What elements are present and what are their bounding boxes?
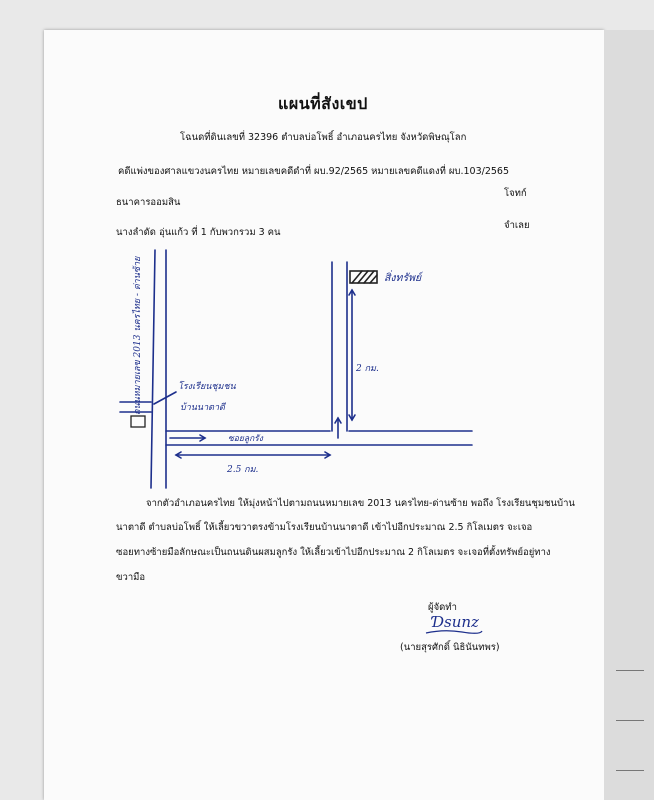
signature-scrawl: Ɗsunz — [432, 613, 479, 631]
signature-role: ผู้จัดทำ — [428, 602, 457, 613]
school-label-1: โรงเรียนชุมชน — [178, 382, 236, 392]
vertical-road-label: ถนนหมายเลข 2013 นครไทย - ด่านซ้าย — [133, 256, 143, 415]
deed-line: โฉนดที่ดินเลขที่ 32396 ตำบลบ่อโพธิ์ อำเภอนครไทย จังหวัดพิษณุโลก — [180, 132, 467, 143]
plaintiff-role: โจทก์ — [504, 188, 527, 199]
directions-line-2: นาตาดี ตำบลบ่อโพธิ์ ให้เลี้ยวขวาตรงข้ามโรงเรียนบ้านนาตาดี เข้าไปอีกประมาณ 2.5 กิโลเมตร จะเจอ — [116, 522, 533, 533]
defendant-name: นางลำดัด อุ่นแก้ว ที่ 1 กับพวกรวม 3 คน — [116, 227, 281, 238]
school-label-2: บ้านนาตาดี — [180, 403, 225, 413]
case-line: คดีแพ่งของศาลแขวงนครไทย หมายเลขคดีดำที่ ผบ.92/2565 หมายเลขคดีแดงที่ ผบ.103/2565 — [118, 166, 509, 177]
distance-vertical: 2 กม. — [356, 364, 379, 374]
plaintiff-name: ธนาคารออมสิน — [116, 197, 181, 208]
page-title: แผนที่สังเขป — [278, 94, 368, 113]
directions-line-1: จากตัวอำเภอนครไทย ให้มุ่งหน้าไปตามถนนหมายเลข 2013 นครไทย-ด่านซ้าย พอถึง โรงเรียนชุมชนบ้าน — [146, 498, 575, 509]
main-road-left-edge — [151, 250, 155, 488]
signature-underline — [424, 628, 484, 636]
school-building — [131, 416, 145, 427]
distance-horizontal: 2.5 กม. — [227, 465, 259, 475]
property-label: สิ่งทรัพย์ — [384, 272, 422, 284]
defendant-role: จำเลย — [504, 220, 530, 231]
soi-label: ซอยลูกรัง — [228, 434, 263, 444]
directions-line-3: ซอยทางซ้ายมือลักษณะเป็นถนนดินผสมลูกรัง ให้เลี้ยวเข้าไปอีกประมาณ 2 กิโลเมตร จะเจอที่ตั้งทรัพย์อยู่ทาง — [116, 547, 551, 558]
directions-line-4: ขวามือ — [116, 572, 146, 583]
signer-name: (นายสุรศักดิ์ นิธินันทพร) — [400, 642, 500, 653]
